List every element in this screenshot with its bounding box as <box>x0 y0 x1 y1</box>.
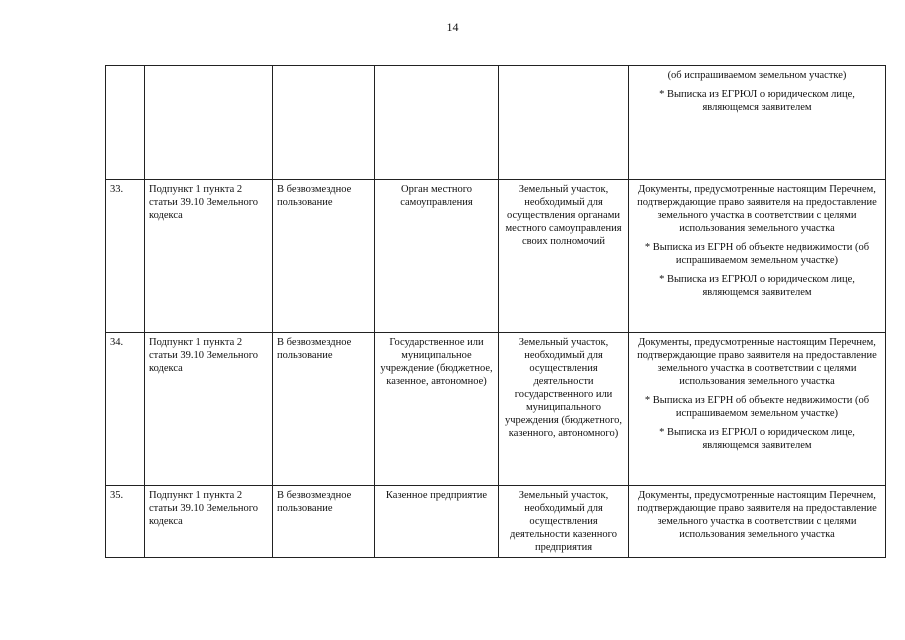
table-row <box>106 333 886 486</box>
document-item: * Выписка из ЕГРН об объекте недвижимости (об испрашиваемом земельном участке) <box>644 242 870 266</box>
cell-num: 33. <box>106 180 145 333</box>
cell-purpose: Земельный участок, необходимый для осуществления деятельности казенного предприятия <box>499 486 629 558</box>
cell-right: В безвозмездное пользование <box>273 180 375 333</box>
document-item: * Выписка из ЕГРЮЛ о юридическом лице, являющемся заявителем <box>659 89 855 113</box>
document-item: Документы, предусмотренные настоящим Перечнем, подтверждающие право заявителя на предоставление земельного участка в соответствии с целями использования земельного участка <box>637 490 877 540</box>
document-item: * Выписка из ЕГРЮЛ о юридическом лице, являющемся заявителем <box>659 427 855 451</box>
table-row <box>106 486 886 558</box>
cell-documents <box>629 180 886 333</box>
cell-basis: Подпункт 1 пункта 2 статьи 39.10 Земельного кодекса <box>145 180 273 333</box>
cell-purpose <box>499 66 629 180</box>
cell-basis: Подпункт 1 пункта 2 статьи 39.10 Земельного кодекса <box>145 486 273 558</box>
cell-org: Государственное или муниципальное учреждение (бюджетное, казенное, автономное) <box>375 333 499 486</box>
cell-documents <box>629 333 886 486</box>
document-item: (об испрашиваемом земельном участке) <box>667 70 847 81</box>
cell-purpose: Земельный участок, необходимый для осуществления деятельности государственного или муниципального учреждения (бюджетного, казенного, автономного) <box>499 333 629 486</box>
cell-basis <box>145 66 273 180</box>
table-row <box>106 66 886 180</box>
land-registry-table <box>105 65 886 558</box>
document-item: Документы, предусмотренные настоящим Перечнем, подтверждающие право заявителя на предоставление земельного участка в соответствии с целями использования земельного участка <box>637 184 877 234</box>
page-number: 14 <box>446 20 459 34</box>
cell-num <box>106 66 145 180</box>
document-item: * Выписка из ЕГРН об объекте недвижимости (об испрашиваемом земельном участке) <box>644 395 870 419</box>
cell-num: 34. <box>106 333 145 486</box>
cell-right: В безвозмездное пользование <box>273 333 375 486</box>
cell-documents <box>629 486 886 558</box>
cell-org <box>375 66 499 180</box>
cell-num: 35. <box>106 486 145 558</box>
cell-org: Орган местного самоуправления <box>375 180 499 333</box>
cell-right <box>273 66 375 180</box>
table-row <box>106 180 886 333</box>
cell-purpose: Земельный участок, необходимый для осуществления органами местного самоуправления своих полномочий <box>499 180 629 333</box>
document-item: Документы, предусмотренные настоящим Перечнем, подтверждающие право заявителя на предоставление земельного участка в соответствии с целями использования земельного участка <box>637 337 877 387</box>
cell-right: В безвозмездное пользование <box>273 486 375 558</box>
cell-documents <box>629 66 886 180</box>
document-item: * Выписка из ЕГРЮЛ о юридическом лице, являющемся заявителем <box>659 274 855 298</box>
cell-org: Казенное предприятие <box>375 486 499 558</box>
cell-basis: Подпункт 1 пункта 2 статьи 39.10 Земельного кодекса <box>145 333 273 486</box>
